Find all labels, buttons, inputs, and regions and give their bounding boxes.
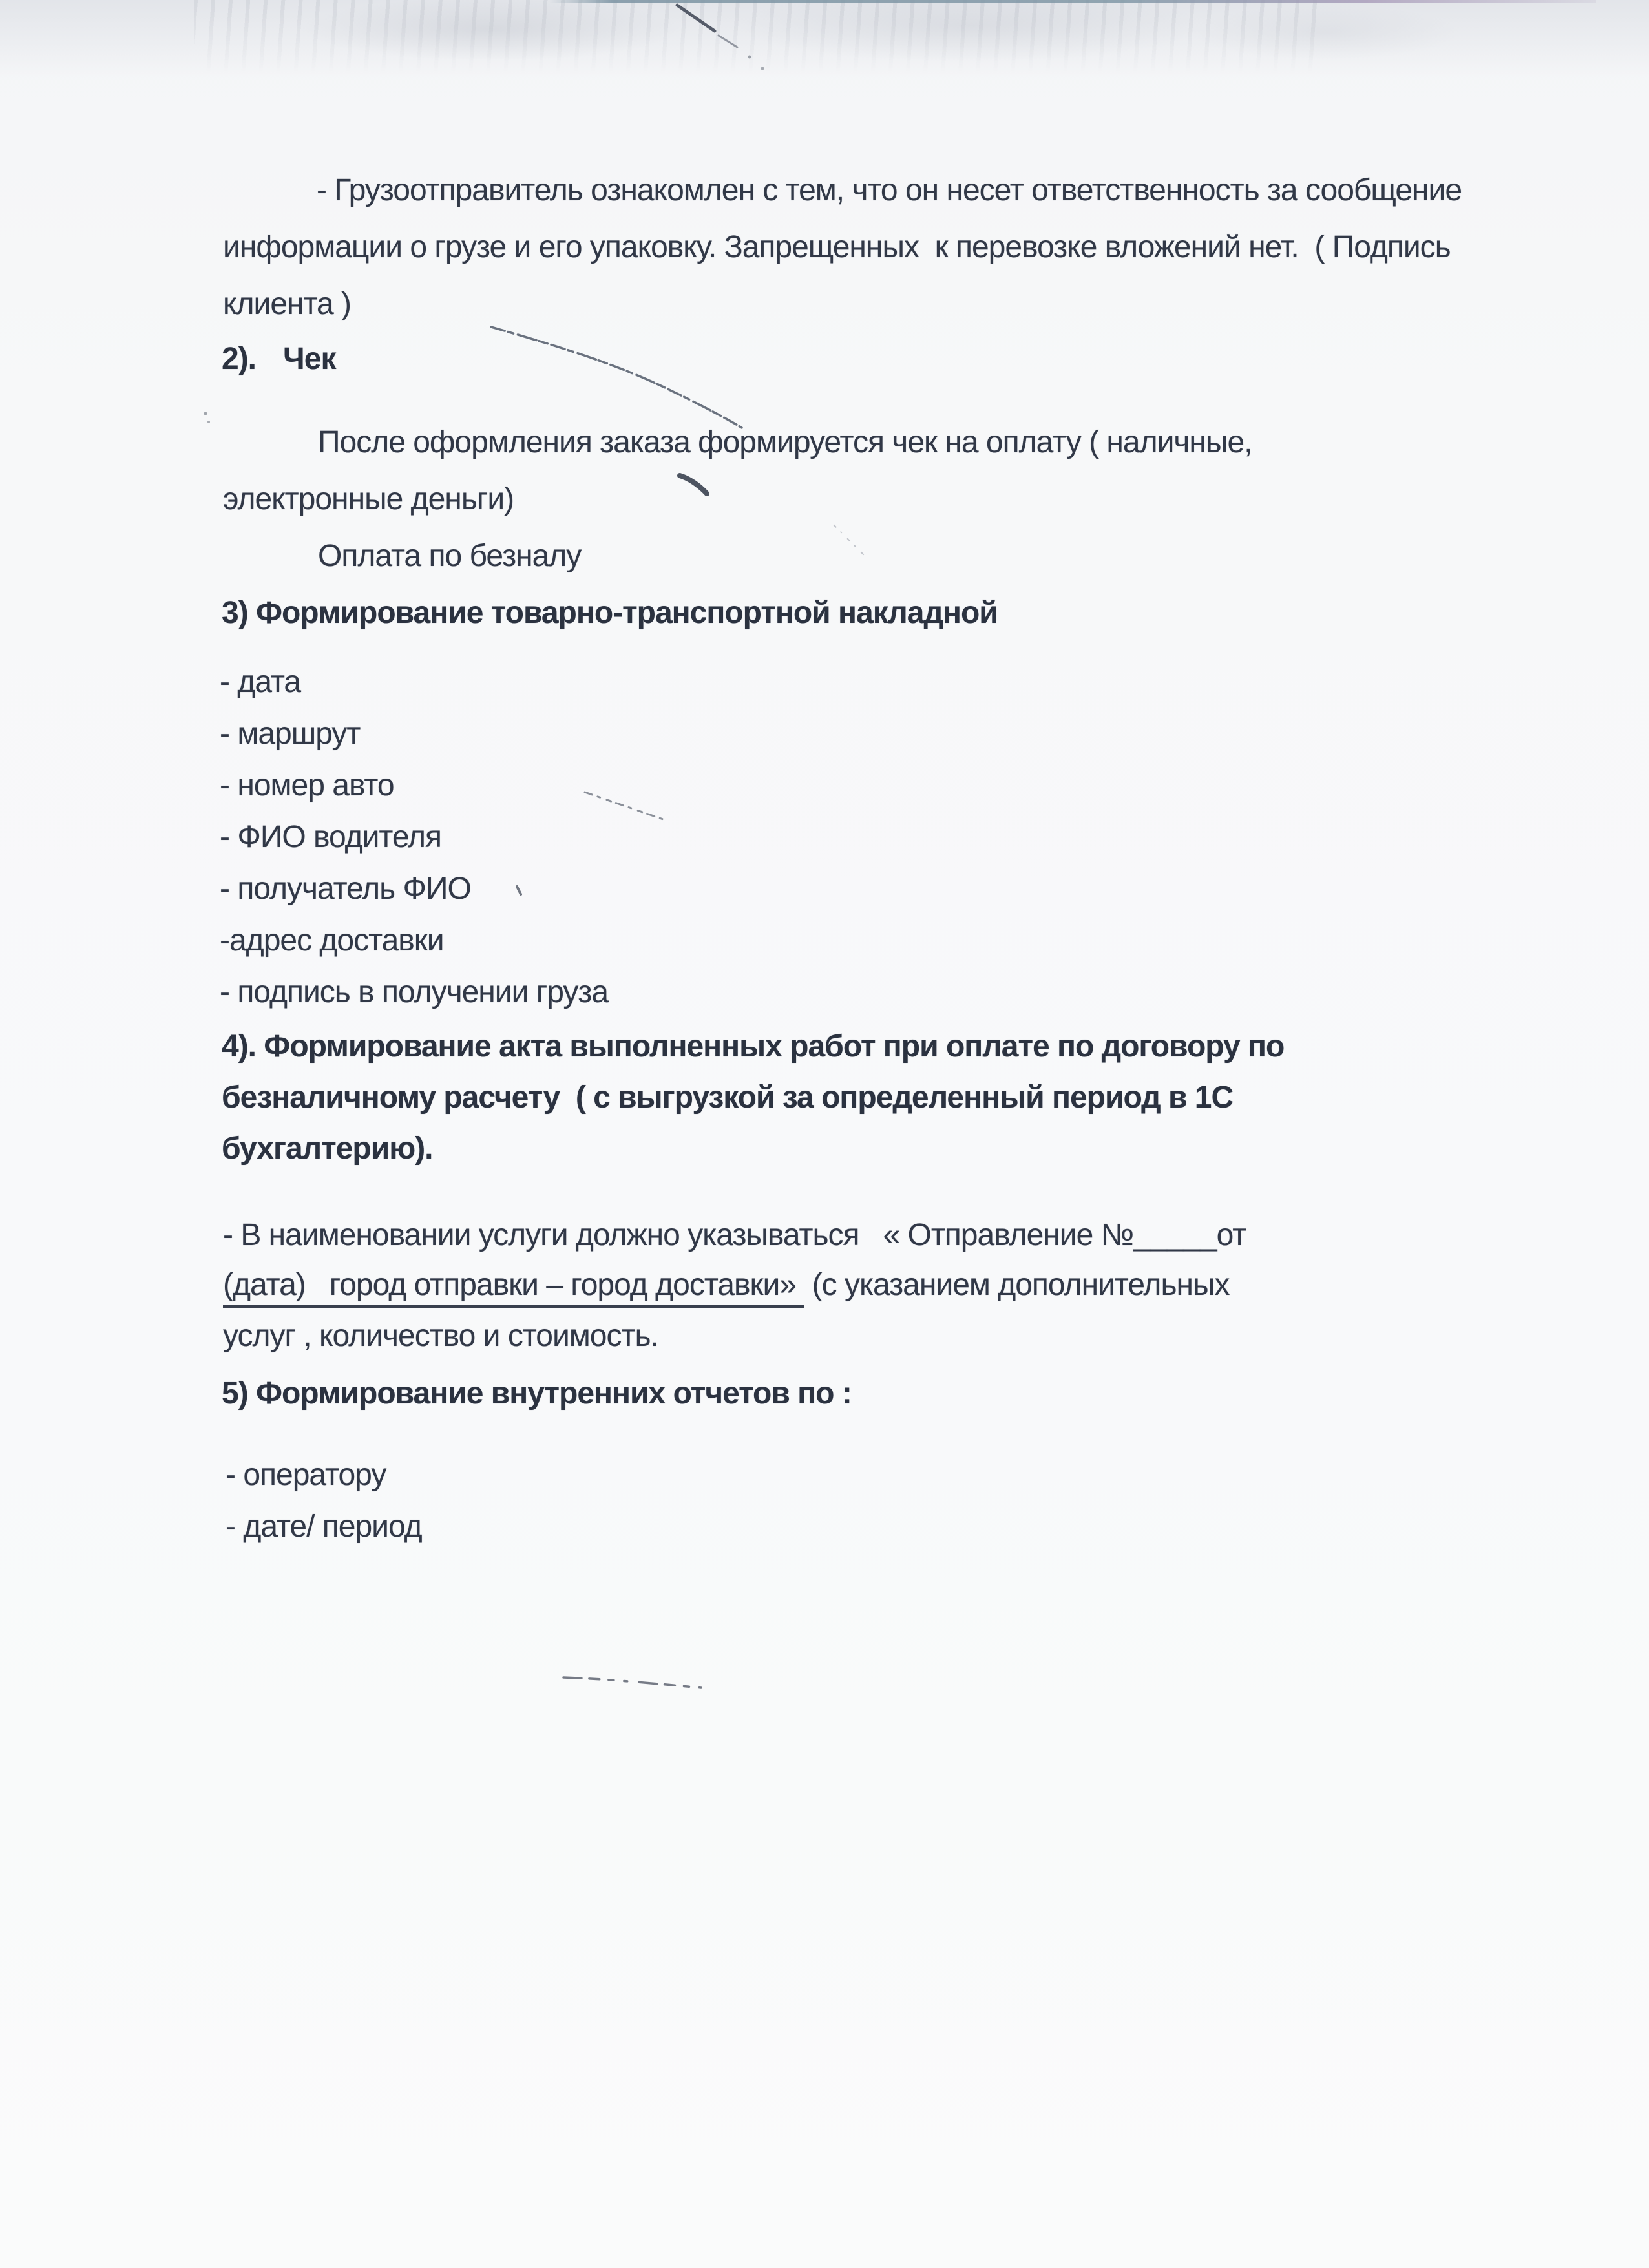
p2-line1: После оформления заказа формируется чек на оплату ( наличные, bbox=[318, 425, 1252, 459]
list-item-route: - маршрут bbox=[220, 717, 361, 751]
list-item-receipt-signature: - подпись в получении груза bbox=[220, 975, 609, 1009]
list-item-vehicle-number: - номер авто bbox=[220, 768, 394, 803]
heading-4-line1: 4). Формирование акта выполненных работ при оплате по договору по bbox=[222, 1029, 1285, 1064]
p2-line2: электронные деньги) bbox=[223, 482, 514, 516]
tick-mark-right-of-paragraph2 bbox=[680, 476, 707, 494]
list-item-date: - дата bbox=[220, 665, 301, 699]
comma-speck-after-fio bbox=[517, 887, 521, 894]
underlined-service-name: (дата) город отправки – город доставки» bbox=[223, 1268, 804, 1308]
dashed-scratch-right-of-list bbox=[585, 792, 667, 821]
faint-scratch-below-tick bbox=[834, 525, 865, 556]
double-dot-left-margin-a bbox=[204, 412, 207, 415]
p1-line2: информации о грузе и его упаковку. Запрещенных к перевозке вложений нет. ( Подпись bbox=[223, 230, 1451, 264]
heading-3: 3) Формирование товарно-транспортной накладной bbox=[222, 596, 998, 630]
list-item-date-period: - дате/ период bbox=[226, 1509, 422, 1544]
p4-line2-rest: (с указанием дополнительных bbox=[804, 1268, 1230, 1302]
heading-2-number: 2). bbox=[222, 342, 257, 376]
double-dot-left-margin-b bbox=[207, 421, 210, 423]
p2-line3: Оплата по безналу bbox=[318, 539, 582, 573]
list-item-operator: - оператору bbox=[226, 1458, 386, 1492]
heading-2-title: Чек bbox=[283, 342, 336, 376]
heading-4-line3: бухгалтерию). bbox=[222, 1131, 433, 1166]
p1-line3: клиента ) bbox=[223, 287, 352, 321]
scanner-edge-line bbox=[549, 0, 1596, 3]
list-item-delivery-address: -адрес доставки bbox=[220, 923, 444, 958]
heading-5: 5) Формирование внутренних отчетов по : bbox=[222, 1376, 852, 1411]
p4-line1: - В наименовании услуги должно указываться « Отправление №_____от bbox=[223, 1218, 1246, 1252]
heading-4-line2: безналичному расчету ( с выгрузкой за определенный период в 1С bbox=[222, 1080, 1234, 1115]
p4-line3: услуг , количество и стоимость. bbox=[223, 1319, 658, 1353]
p1-line1: - Грузоотправитель ознакомлен с тем, что он несет ответственность за сообщение bbox=[317, 173, 1462, 207]
curved-scratch-above-heading2 bbox=[491, 327, 742, 428]
list-item-recipient-name: - получатель ФИО bbox=[220, 872, 471, 906]
p4-line2 bbox=[223, 1267, 1229, 1303]
scan-top-streaks bbox=[194, 0, 1325, 78]
list-item-driver-name: - ФИО водителя bbox=[220, 820, 441, 854]
heading-2 bbox=[222, 341, 335, 377]
dashed-scratch-bottom-area bbox=[563, 1677, 701, 1688]
